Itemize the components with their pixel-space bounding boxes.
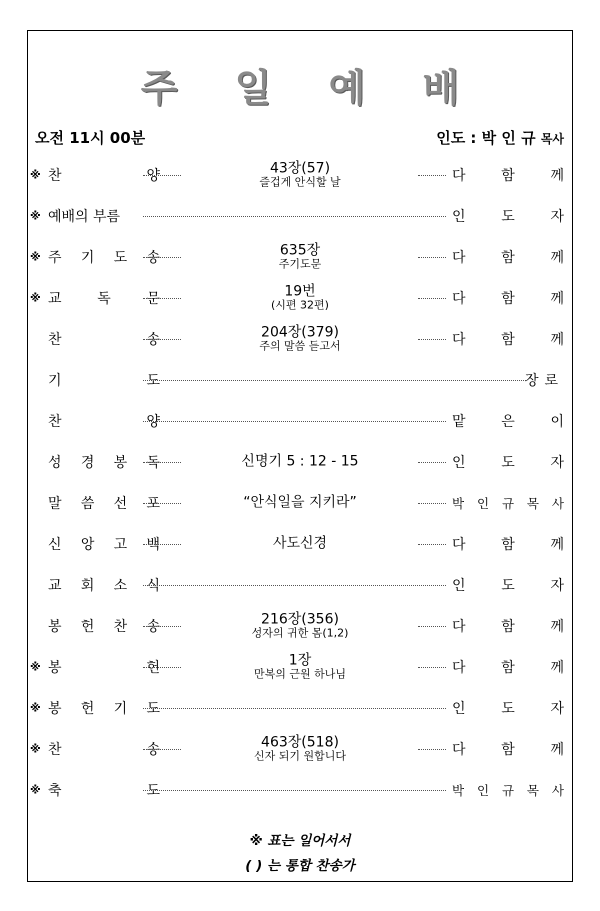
- item-label-char: 독: [146, 455, 160, 471]
- item-responsible-char: 인: [452, 209, 466, 225]
- item-responsible: [452, 165, 564, 185]
- worship-item: [30, 485, 564, 521]
- item-responsible-char: 도: [501, 701, 515, 717]
- item-responsible-char: 인: [452, 701, 466, 717]
- item-responsible-char: 함: [501, 332, 515, 348]
- item-detail: [185, 284, 415, 311]
- item-detail: [185, 735, 415, 762]
- item-label-char: 선: [113, 496, 128, 512]
- leader-dots: [143, 175, 181, 176]
- item-responsible-char: 인: [452, 578, 466, 594]
- leader-dots: [143, 544, 181, 545]
- item-responsible: [452, 534, 564, 554]
- standing-mark: ※: [30, 660, 41, 674]
- standing-mark: ※: [30, 783, 41, 797]
- hymn-number: 204장(379): [261, 324, 339, 341]
- item-label-char: 기: [113, 701, 128, 717]
- item-responsible-char: 목: [526, 496, 539, 511]
- leader-dots: [418, 462, 446, 463]
- leader-dots: [143, 298, 181, 299]
- item-responsible: [452, 329, 564, 349]
- item-responsible: [452, 247, 564, 267]
- service-leader: [436, 127, 564, 148]
- leader-dots: [418, 503, 446, 504]
- item-label-char: 양: [146, 414, 160, 430]
- worship-item: [30, 649, 564, 685]
- standing-mark: ※: [30, 742, 41, 756]
- item-label-char: 찬: [48, 168, 62, 184]
- item-label-char: 양: [146, 168, 160, 184]
- hymn-title: 주기도문: [278, 257, 322, 271]
- item-responsible-char: 맡: [452, 414, 466, 430]
- leader-dots: [143, 749, 181, 750]
- item-label-char: 송: [146, 619, 160, 635]
- item-responsible-char: 께: [550, 291, 564, 307]
- worship-item: [30, 198, 564, 234]
- item-responsible-char: 께: [550, 332, 564, 348]
- item-responsible: [452, 206, 564, 226]
- item-responsible-char: 다: [452, 619, 466, 635]
- item-responsible: [452, 494, 564, 512]
- leader-dots: [143, 257, 181, 258]
- item-label-char: 백: [146, 537, 160, 553]
- leader-dots: [418, 298, 446, 299]
- item-responsible-char: 께: [550, 168, 564, 184]
- hymn-number: 216장(356): [261, 611, 339, 628]
- item-responsible-char: 도: [501, 455, 515, 471]
- leader-dots: [418, 626, 446, 627]
- item-responsible-char: 다: [452, 332, 466, 348]
- item-label-char: 도: [146, 783, 160, 799]
- item-responsible: 장로: [524, 373, 564, 389]
- worship-item: [30, 690, 564, 726]
- item-responsible-char: 인: [476, 496, 490, 511]
- item-detail: [185, 454, 415, 469]
- hymn-title: 신자 되기 원합니다: [253, 749, 346, 763]
- standing-mark: ※: [30, 168, 41, 182]
- item-responsible-char: 함: [501, 537, 515, 553]
- item-label-char: 봉: [48, 701, 62, 717]
- item-label-char: 축: [48, 783, 62, 799]
- item-label-char: 찬: [48, 414, 62, 430]
- item-label-char: 찬: [48, 332, 62, 348]
- item-label-char: 예배의 부름: [48, 209, 121, 225]
- item-label-char: 회: [80, 578, 95, 594]
- hymn-title: 만복의 근원 하나님: [253, 667, 346, 681]
- item-responsible-char: 함: [501, 168, 515, 184]
- standing-mark: ※: [30, 250, 41, 264]
- item-label-char: 봉: [113, 455, 128, 471]
- item-responsible: [452, 411, 564, 431]
- item-responsible-char: 자: [550, 455, 564, 471]
- item-label-char: 경: [80, 455, 95, 471]
- worship-item: [30, 608, 564, 644]
- leader-dots: [143, 421, 446, 422]
- item-responsible-char: 께: [550, 250, 564, 266]
- hymn-number: 1장: [288, 652, 312, 669]
- item-detail: [185, 612, 415, 639]
- leader-dots: [143, 708, 446, 709]
- item-responsible: [452, 575, 564, 595]
- worship-item: [30, 772, 564, 808]
- item-responsible-char: 사: [551, 783, 564, 798]
- item-responsible-char: 도: [501, 578, 515, 594]
- item-responsible-char: 께: [550, 660, 564, 676]
- item-responsible-char: 다: [452, 250, 466, 266]
- leader-dots: [143, 216, 446, 217]
- item-responsible-char: 다: [452, 742, 466, 758]
- hymn-title: 즐겁게 안식할 날: [259, 175, 341, 189]
- hymn-number: 43장(57): [269, 160, 331, 177]
- item-label-char: 독: [97, 291, 111, 307]
- service-time: 오전 11시 00분: [35, 129, 146, 147]
- hymn-number: 19번: [284, 283, 316, 300]
- item-text: 신명기 5 : 12 - 15: [241, 453, 359, 470]
- leader-dots: [418, 667, 446, 668]
- item-responsible-char: 박: [452, 496, 465, 511]
- item-text: “안식일을 지키라”: [243, 494, 357, 511]
- item-label-char: 말: [48, 496, 62, 512]
- item-responsible: [452, 739, 564, 759]
- item-label-char: 헌: [80, 701, 95, 717]
- item-detail: [185, 653, 415, 680]
- item-label-char: 앙: [80, 537, 95, 553]
- item-responsible-char: 께: [550, 537, 564, 553]
- leader-dots: [418, 257, 446, 258]
- item-responsible-char: 규: [501, 496, 515, 511]
- item-responsible-char: 이: [550, 414, 564, 430]
- item-text: 사도신경: [272, 535, 328, 552]
- item-label-char: 송: [146, 250, 160, 266]
- item-responsible-char: 함: [501, 742, 515, 758]
- standing-mark: ※: [30, 209, 41, 223]
- standing-mark: ※: [30, 291, 41, 305]
- worship-item: [30, 567, 564, 603]
- leader-dots: [143, 503, 181, 504]
- item-responsible-char: 함: [501, 250, 515, 266]
- leader-dots: [418, 339, 446, 340]
- item-responsible-char: 자: [550, 701, 564, 717]
- item-responsible-char: 자: [550, 578, 564, 594]
- worship-item: [30, 444, 564, 480]
- item-responsible-char: 박: [452, 783, 465, 798]
- item-responsible: [452, 657, 564, 677]
- item-label-char: 식: [146, 578, 160, 594]
- item-responsible-char: 께: [550, 742, 564, 758]
- item-responsible-char: 다: [452, 537, 466, 553]
- item-responsible-char: 사: [551, 496, 564, 511]
- item-responsible-char: 인: [452, 455, 466, 471]
- hymn-title: (시편 32편): [271, 298, 329, 312]
- item-label-char: 도: [146, 373, 160, 389]
- item-detail: [185, 325, 415, 352]
- item-responsible: [452, 288, 564, 308]
- item-responsible-char: 은: [501, 414, 515, 430]
- worship-item: [30, 403, 564, 439]
- item-label-char: 찬: [48, 742, 62, 758]
- item-label-char: 교: [48, 578, 62, 594]
- worship-item: [30, 321, 564, 357]
- item-responsible-char: 규: [501, 783, 515, 798]
- item-label-char: 성: [48, 455, 62, 471]
- item-responsible-char: 께: [550, 619, 564, 635]
- footer-note-hymnal: ( ) 는 통합 찬송가: [245, 858, 355, 874]
- leader-dots: [418, 175, 446, 176]
- item-label-char: 주: [48, 250, 62, 266]
- item-responsible-char: 다: [452, 660, 466, 676]
- item-detail: [185, 536, 415, 551]
- item-responsible-char: 자: [550, 209, 564, 225]
- item-label-char: 포: [146, 496, 160, 512]
- worship-item: [30, 526, 564, 562]
- item-label-char: 헌: [146, 660, 160, 676]
- item-label-char: 교: [48, 291, 62, 307]
- worship-item: [30, 280, 564, 316]
- item-responsible-char: 도: [501, 209, 515, 225]
- item-responsible-char: 함: [501, 660, 515, 676]
- item-responsible-char: 목: [526, 783, 539, 798]
- worship-item: [30, 239, 564, 275]
- item-responsible: [452, 616, 564, 636]
- item-responsible-char: 함: [501, 619, 515, 635]
- hymn-number: 463장(518): [261, 734, 339, 751]
- item-label-char: 고: [113, 537, 128, 553]
- worship-item: [30, 362, 564, 398]
- page-title: 주 일 예 배: [140, 66, 482, 110]
- item-label-char: 신: [48, 537, 62, 553]
- leader-dots: [418, 544, 446, 545]
- item-detail: [185, 495, 415, 510]
- item-label-char: 소: [113, 578, 128, 594]
- item-label-char: 문: [146, 291, 160, 307]
- item-responsible: [452, 452, 564, 472]
- item-label-char: 도: [146, 701, 160, 717]
- leader-title: 목사: [540, 132, 564, 146]
- item-label-char: 헌: [80, 619, 95, 635]
- item-responsible-char: 다: [452, 291, 466, 307]
- item-detail: [185, 243, 415, 270]
- leader-name: 인도 : 박 인 규: [436, 129, 536, 147]
- item-responsible-char: 함: [501, 291, 515, 307]
- item-label-char: 송: [146, 332, 160, 348]
- item-label-char: 씀: [80, 496, 95, 512]
- item-label-char: 송: [146, 742, 160, 758]
- hymn-number: 635장: [279, 242, 321, 259]
- item-label-char: 기: [80, 250, 95, 266]
- leader-dots: [143, 626, 181, 627]
- worship-item: [30, 731, 564, 767]
- hymn-title: 주의 말씀 듣고서: [259, 339, 341, 353]
- leader-dots: [143, 585, 446, 586]
- item-responsible: [452, 781, 564, 799]
- leader-dots: [418, 749, 446, 750]
- item-label-char: 도: [113, 250, 128, 266]
- footer-note-standing: ※ 표는 일어서서: [249, 833, 351, 849]
- item-responsible-char: 인: [476, 783, 490, 798]
- item-label-char: 봉: [48, 660, 62, 676]
- item-detail: [185, 161, 415, 188]
- standing-mark: ※: [30, 701, 41, 715]
- leader-dots: [143, 667, 181, 668]
- leader-dots: [143, 339, 181, 340]
- leader-dots: [143, 790, 446, 791]
- item-label-char: 찬: [113, 619, 128, 635]
- item-label-char: 기: [48, 373, 62, 389]
- item-responsible-char: 다: [452, 168, 466, 184]
- hymn-title: 성자의 귀한 몸(1,2): [251, 626, 349, 640]
- worship-item: [30, 157, 564, 193]
- leader-dots: [143, 462, 181, 463]
- item-responsible: [452, 698, 564, 718]
- item-label-char: 봉: [48, 619, 62, 635]
